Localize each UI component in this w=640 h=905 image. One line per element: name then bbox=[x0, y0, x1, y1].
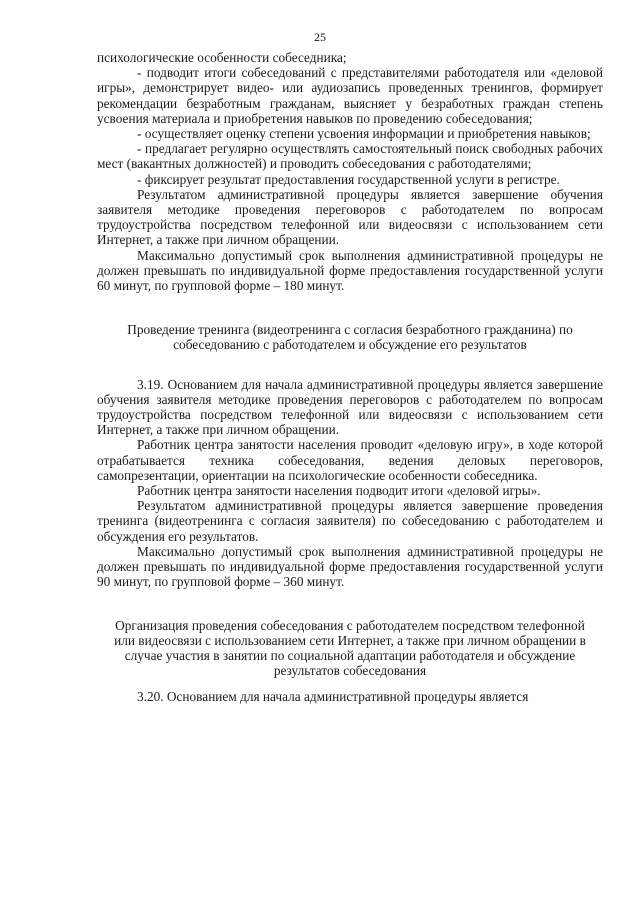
paragraph: Результатом административной процедуры является завершение проведения тренинга (видеотренинга с согласия заявителя) по собеседованию с работодателем и обсуждения его результатов. bbox=[97, 498, 603, 544]
section-heading: Организация проведения собеседования с работодателем посредством телефонной или видеосвязи с использованием сети Интернет, а также при личном обращении в случае участия в занятии по социальной адаптации работодателя и обсуждение результатов собеседования bbox=[114, 617, 586, 679]
list-item: - фиксирует результат предоставления государственной услуги в регистре. bbox=[137, 171, 560, 187]
paragraph: 3.19. Основанием для начала административной процедуры является завершение обучения заявителя методике проведения переговоров с работодателем по вопросам трудоустройства посредством телефонной или видеосвязи с использованием сети Интернет, а также при личном обращении. bbox=[97, 376, 603, 438]
page-number: 25 bbox=[314, 30, 326, 44]
paragraph: Работник центра занятости населения подводит итоги «деловой игры». bbox=[137, 483, 541, 499]
paragraph: Максимально допустимый срок выполнения административной процедуры не должен превышать по индивидуальной форме предоставления государственной услуги 90 минут, по групповой форме – 360 минут. bbox=[97, 543, 603, 590]
paragraph: Максимально допустимый срок выполнения административной процедуры не должен превышать по индивидуальной форме предоставления государственной услуги 60 минут, по групповой форме – 180 минут. bbox=[97, 247, 603, 294]
list-item: - предлагает регулярно осуществлять самостоятельный поиск свободных рабочих мест (вакантных должностей) и проводить собеседования с работодателями; bbox=[97, 141, 603, 172]
list-item: - подводит итоги собеседований с представителями работодателя или «деловой игры», демонстрирует видео- или аудиозапись проведенных тренингов, формирует рекомендации безработным гражданам, выясняет у безработных граждан степень усвоения материала и приобретения навыков по проведению собеседования; bbox=[97, 65, 603, 126]
section-heading: Проведение тренинга (видеотренинга с согласия безработного гражданина) по собеседованию с работодателем и обсуждение его результатов bbox=[127, 322, 573, 353]
paragraph: Работник центра занятости населения проводит «деловую игру», в ходе которой отрабатывается техника собеседования, ведения деловых переговоров, самопрезентации, ориентации на психологические особенности собеседника. bbox=[97, 437, 603, 483]
paragraph: Результатом административной процедуры является завершение обучения заявителя методике проведения переговоров с работодателем по вопросам трудоустройства посредством телефонной или видеосвязи с использованием сети Интернет, а также при личном обращении. bbox=[97, 186, 603, 248]
paragraph: психологические особенности собеседника; bbox=[97, 50, 347, 65]
paragraph: 3.20. Основанием для начала административной процедуры является bbox=[137, 689, 529, 705]
document-body bbox=[97, 50, 603, 705]
list-item: - осуществляет оценку степени усвоения информации и приобретения навыков; bbox=[137, 126, 591, 142]
